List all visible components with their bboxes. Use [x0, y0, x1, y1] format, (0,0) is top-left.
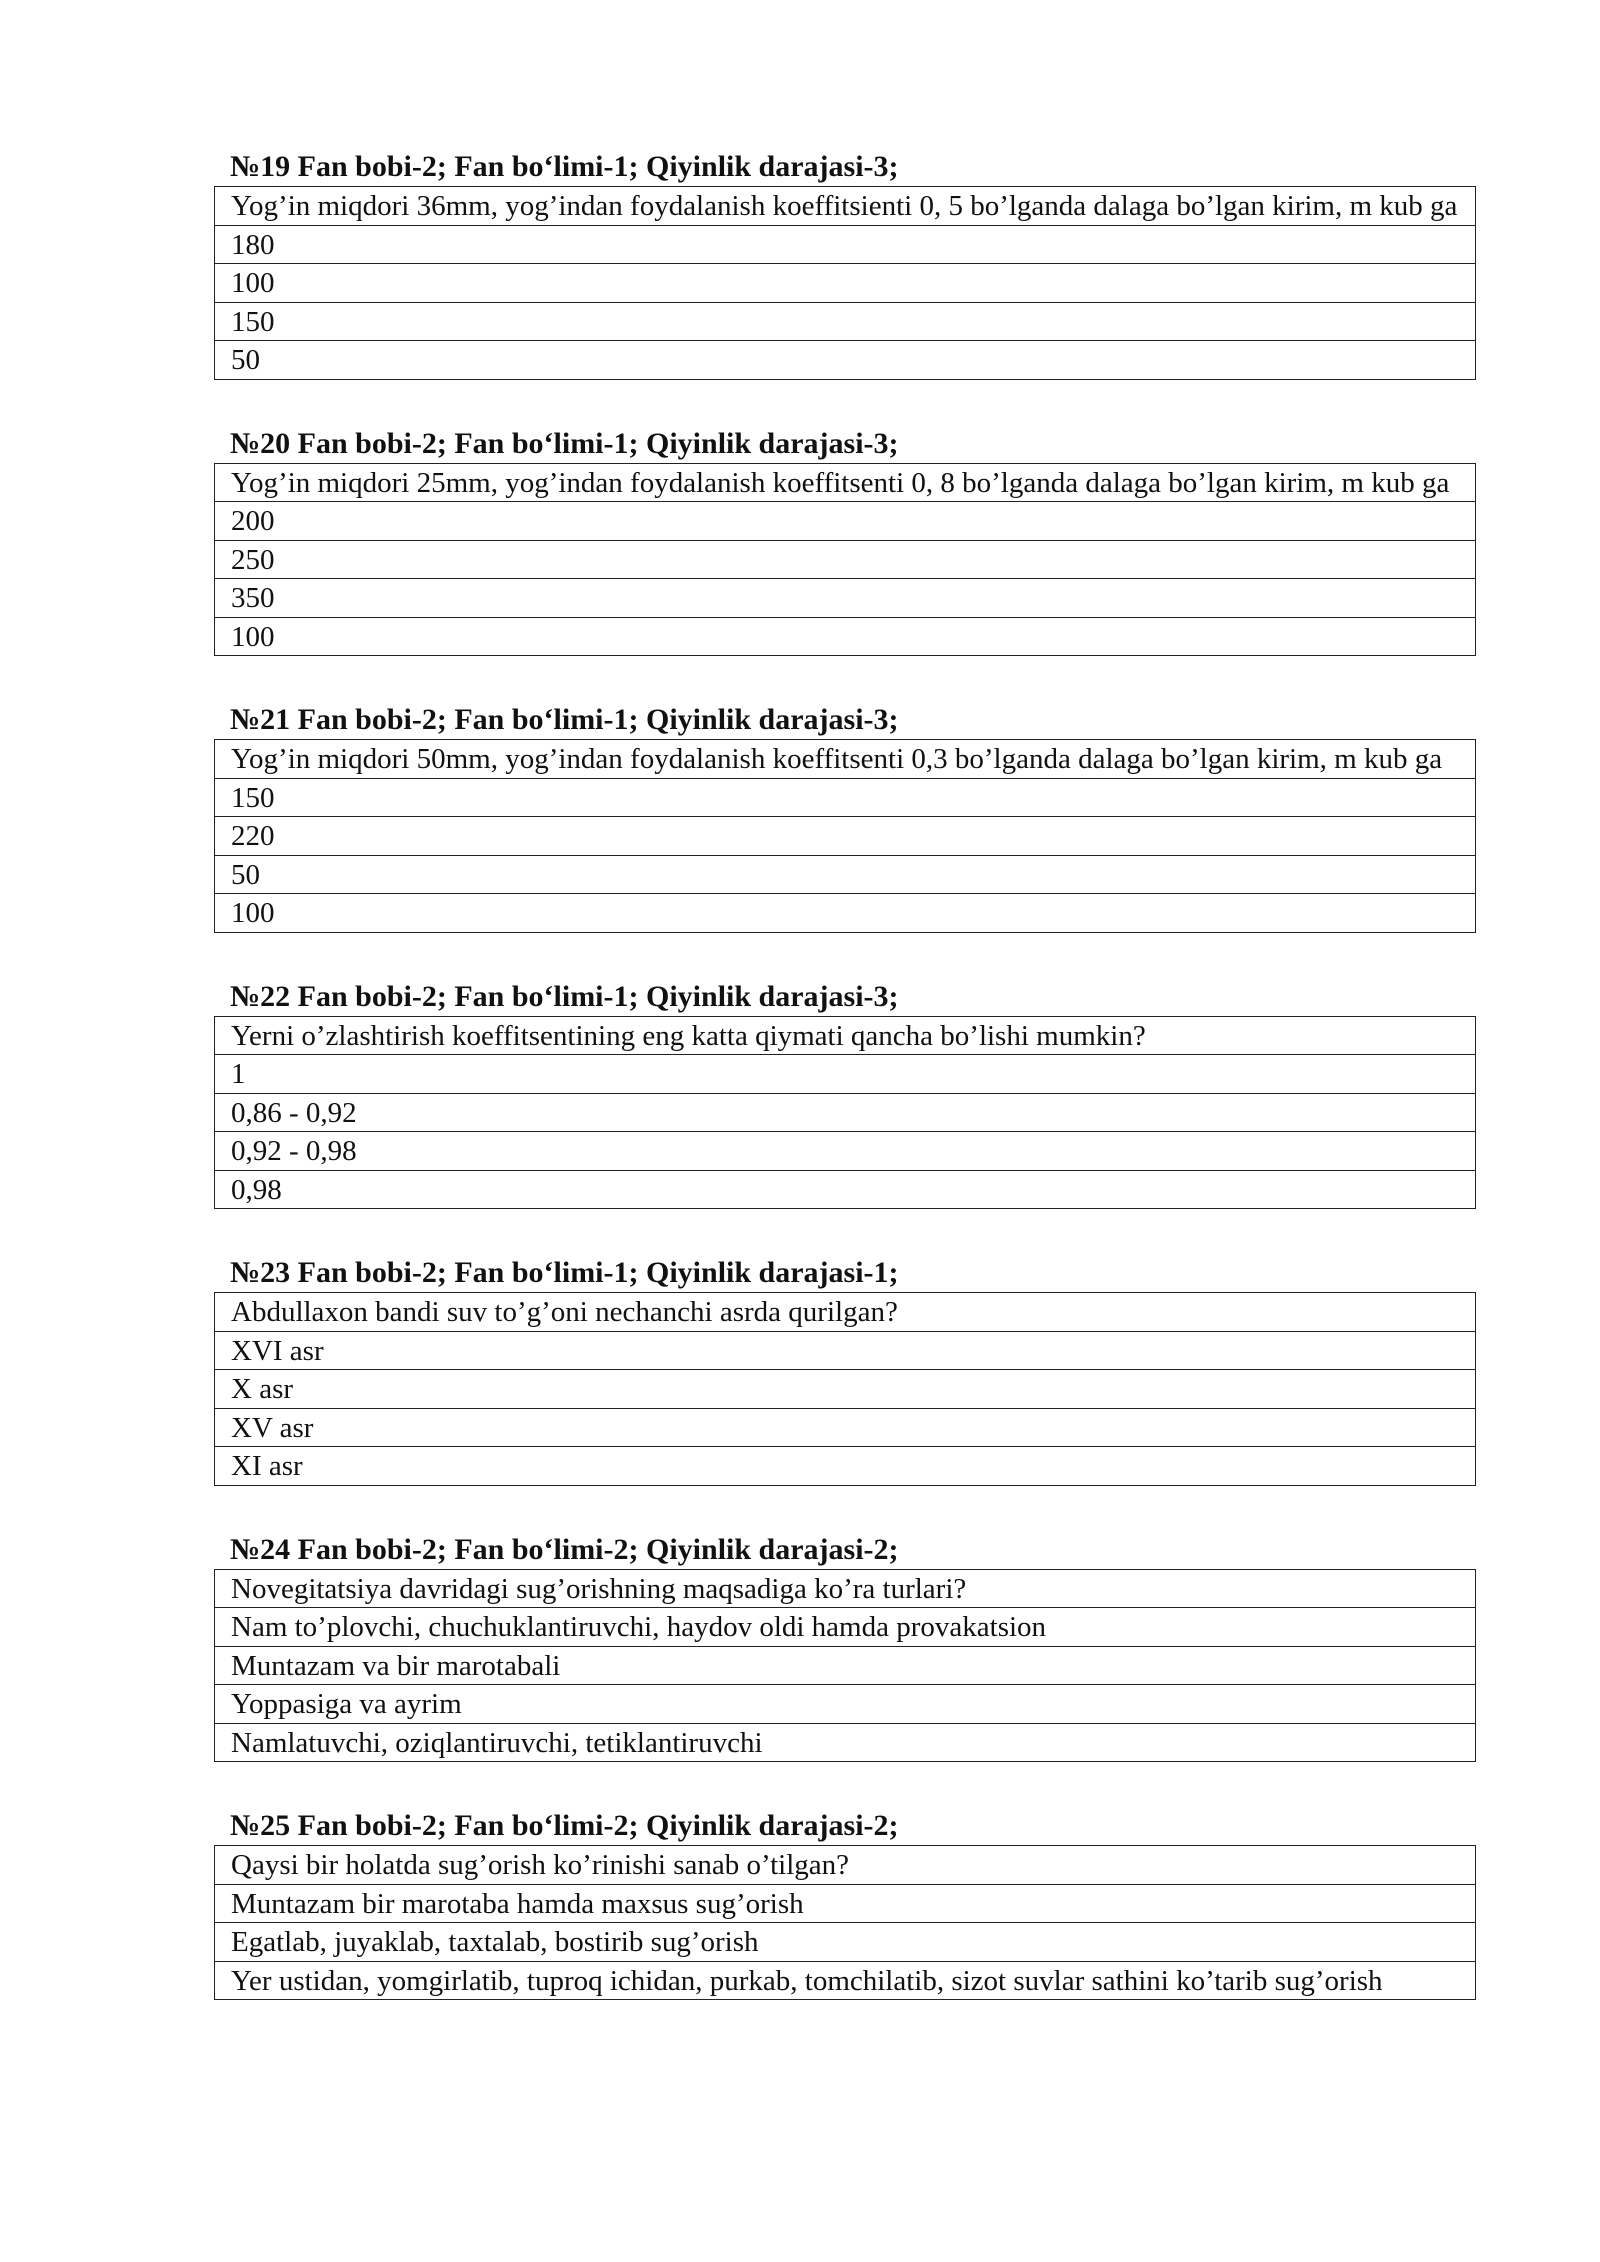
answer-option: Yoppasiga va ayrim: [215, 1685, 1476, 1724]
question-stem-row: [215, 1569, 1476, 1608]
answer-option: Muntazam va bir marotabali: [215, 1646, 1476, 1685]
answer-option: 50: [215, 341, 1476, 380]
question-stem: Novegitatsiya davridagi sug’orishning maqsadiga ko’ra turlari?: [215, 1569, 1476, 1608]
answer-option-row: [215, 1408, 1476, 1447]
question-heading: №25 Fan bobi-2; Fan bo‘limi-2; Qiyinlik darajasi-2;: [230, 1809, 899, 1842]
answer-option: 150: [215, 302, 1476, 341]
answer-option-row: [215, 579, 1476, 618]
answer-option: Namlatuvchi, oziqlantiruvchi, tetiklantiruvchi: [215, 1723, 1476, 1762]
answer-option-row: [215, 1170, 1476, 1209]
answer-option-row: [215, 225, 1476, 264]
question-table: [214, 186, 1476, 380]
answer-option-row: [215, 1055, 1476, 1094]
answer-option: 0,86 - 0,92: [215, 1093, 1476, 1132]
question-heading: №22 Fan bobi-2; Fan bo‘limi-1; Qiyinlik darajasi-3;: [230, 979, 899, 1013]
question-stem: Yog’in miqdori 50mm, yog’indan foydalanish koeffitsenti 0,3 bo’lganda dalaga bo’lgan kirim, m kub ga: [215, 740, 1476, 779]
answer-option: 50: [215, 855, 1476, 894]
answer-option-row: [215, 1961, 1476, 2000]
answer-option: X asr: [215, 1370, 1476, 1409]
question-heading: №21 Fan bobi-2; Fan bo‘limi-1; Qiyinlik darajasi-3;: [230, 703, 899, 736]
answer-option-row: [215, 1646, 1476, 1685]
answer-option: Nam to’plovchi, chuchuklantiruvchi, haydov oldi hamda provakatsion: [215, 1608, 1476, 1647]
question-stem-row: [215, 1016, 1476, 1055]
answer-option-row: [215, 1723, 1476, 1762]
answer-option: 350: [215, 579, 1476, 618]
answer-option: 0,98: [215, 1170, 1476, 1209]
answer-option: 100: [215, 894, 1476, 933]
answer-option: 0,92 - 0,98: [215, 1132, 1476, 1171]
answer-option: XV asr: [215, 1408, 1476, 1447]
question-23: [214, 1254, 1476, 1486]
answer-option: 200: [215, 502, 1476, 541]
question-25: [214, 1807, 1476, 2000]
document-page: [214, 148, 1476, 2045]
answer-option: XVI asr: [215, 1331, 1476, 1370]
question-heading: №19 Fan bobi-2; Fan bo‘limi-1; Qiyinlik darajasi-3;: [230, 150, 899, 183]
question-stem-row: [215, 1293, 1476, 1332]
answer-option: 100: [215, 617, 1476, 656]
answer-option-row: [215, 1608, 1476, 1647]
question-stem-row: [215, 1846, 1476, 1885]
answer-option-row: [215, 1331, 1476, 1370]
question-stem-row: [215, 740, 1476, 779]
question-table: [214, 1292, 1476, 1486]
answer-option-row: [215, 1447, 1476, 1486]
answer-option-row: [215, 1884, 1476, 1923]
answer-option-row: [215, 1923, 1476, 1962]
question-stem: Yog’in miqdori 36mm, yog’indan foydalanish koeffitsienti 0, 5 bo’lganda dalaga bo’lgan kirim, m kub ga: [215, 187, 1476, 226]
answer-option-row: [215, 1685, 1476, 1724]
answer-option: XI asr: [215, 1447, 1476, 1486]
answer-option-row: [215, 302, 1476, 341]
answer-option-row: [215, 341, 1476, 380]
answer-option-row: [215, 1370, 1476, 1409]
question-19: [214, 148, 1476, 380]
question-stem-row: [215, 463, 1476, 502]
answer-option: 220: [215, 817, 1476, 856]
question-22: [214, 978, 1476, 1210]
answer-option-row: [215, 502, 1476, 541]
answer-option-row: [215, 1093, 1476, 1132]
question-20: [214, 425, 1476, 657]
answer-option: Yer ustidan, yomgirlatib, tuproq ichidan, purkab, tomchilatib, sizot suvlar sathini ko’tarib sug’orish: [215, 1961, 1476, 2000]
answer-option-row: [215, 894, 1476, 933]
answer-option-row: [215, 264, 1476, 303]
answer-option: Muntazam bir marotaba hamda maxsus sug’orish: [215, 1884, 1476, 1923]
question-heading: №24 Fan bobi-2; Fan bo‘limi-2; Qiyinlik darajasi-2;: [230, 1532, 899, 1566]
answer-option-row: [215, 778, 1476, 817]
answer-option: Egatlab, juyaklab, taxtalab, bostirib sug’orish: [215, 1923, 1476, 1962]
answer-option-row: [215, 855, 1476, 894]
question-table: [214, 1845, 1476, 2000]
answer-option-row: [215, 617, 1476, 656]
question-table: [214, 739, 1476, 933]
question-table: [214, 1016, 1476, 1210]
question-stem: Qaysi bir holatda sug’orish ko’rinishi sanab o’tilgan?: [215, 1846, 1476, 1885]
answer-option-row: [215, 540, 1476, 579]
answer-option-row: [215, 1132, 1476, 1171]
answer-option: 100: [215, 264, 1476, 303]
answer-option-row: [215, 817, 1476, 856]
question-21: [214, 701, 1476, 933]
question-24: [214, 1531, 1476, 1763]
question-table: [214, 1569, 1476, 1763]
question-stem: Yog’in miqdori 25mm, yog’indan foydalanish koeffitsenti 0, 8 bo’lganda dalaga bo’lgan kirim, m kub ga: [215, 463, 1476, 502]
answer-option: 1: [215, 1055, 1476, 1094]
question-heading: №20 Fan bobi-2; Fan bo‘limi-1; Qiyinlik darajasi-3;: [230, 426, 899, 460]
answer-option: 250: [215, 540, 1476, 579]
question-heading: №23 Fan bobi-2; Fan bo‘limi-1; Qiyinlik darajasi-1;: [230, 1256, 899, 1289]
answer-option: 150: [215, 778, 1476, 817]
question-stem-row: [215, 187, 1476, 226]
question-table: [214, 463, 1476, 657]
question-stem: Yerni o’zlashtirish koeffitsentining eng katta qiymati qancha bo’lishi mumkin?: [215, 1016, 1476, 1055]
question-stem: Abdullaxon bandi suv to’g’oni nechanchi asrda qurilgan?: [215, 1293, 1476, 1332]
answer-option: 180: [215, 225, 1476, 264]
